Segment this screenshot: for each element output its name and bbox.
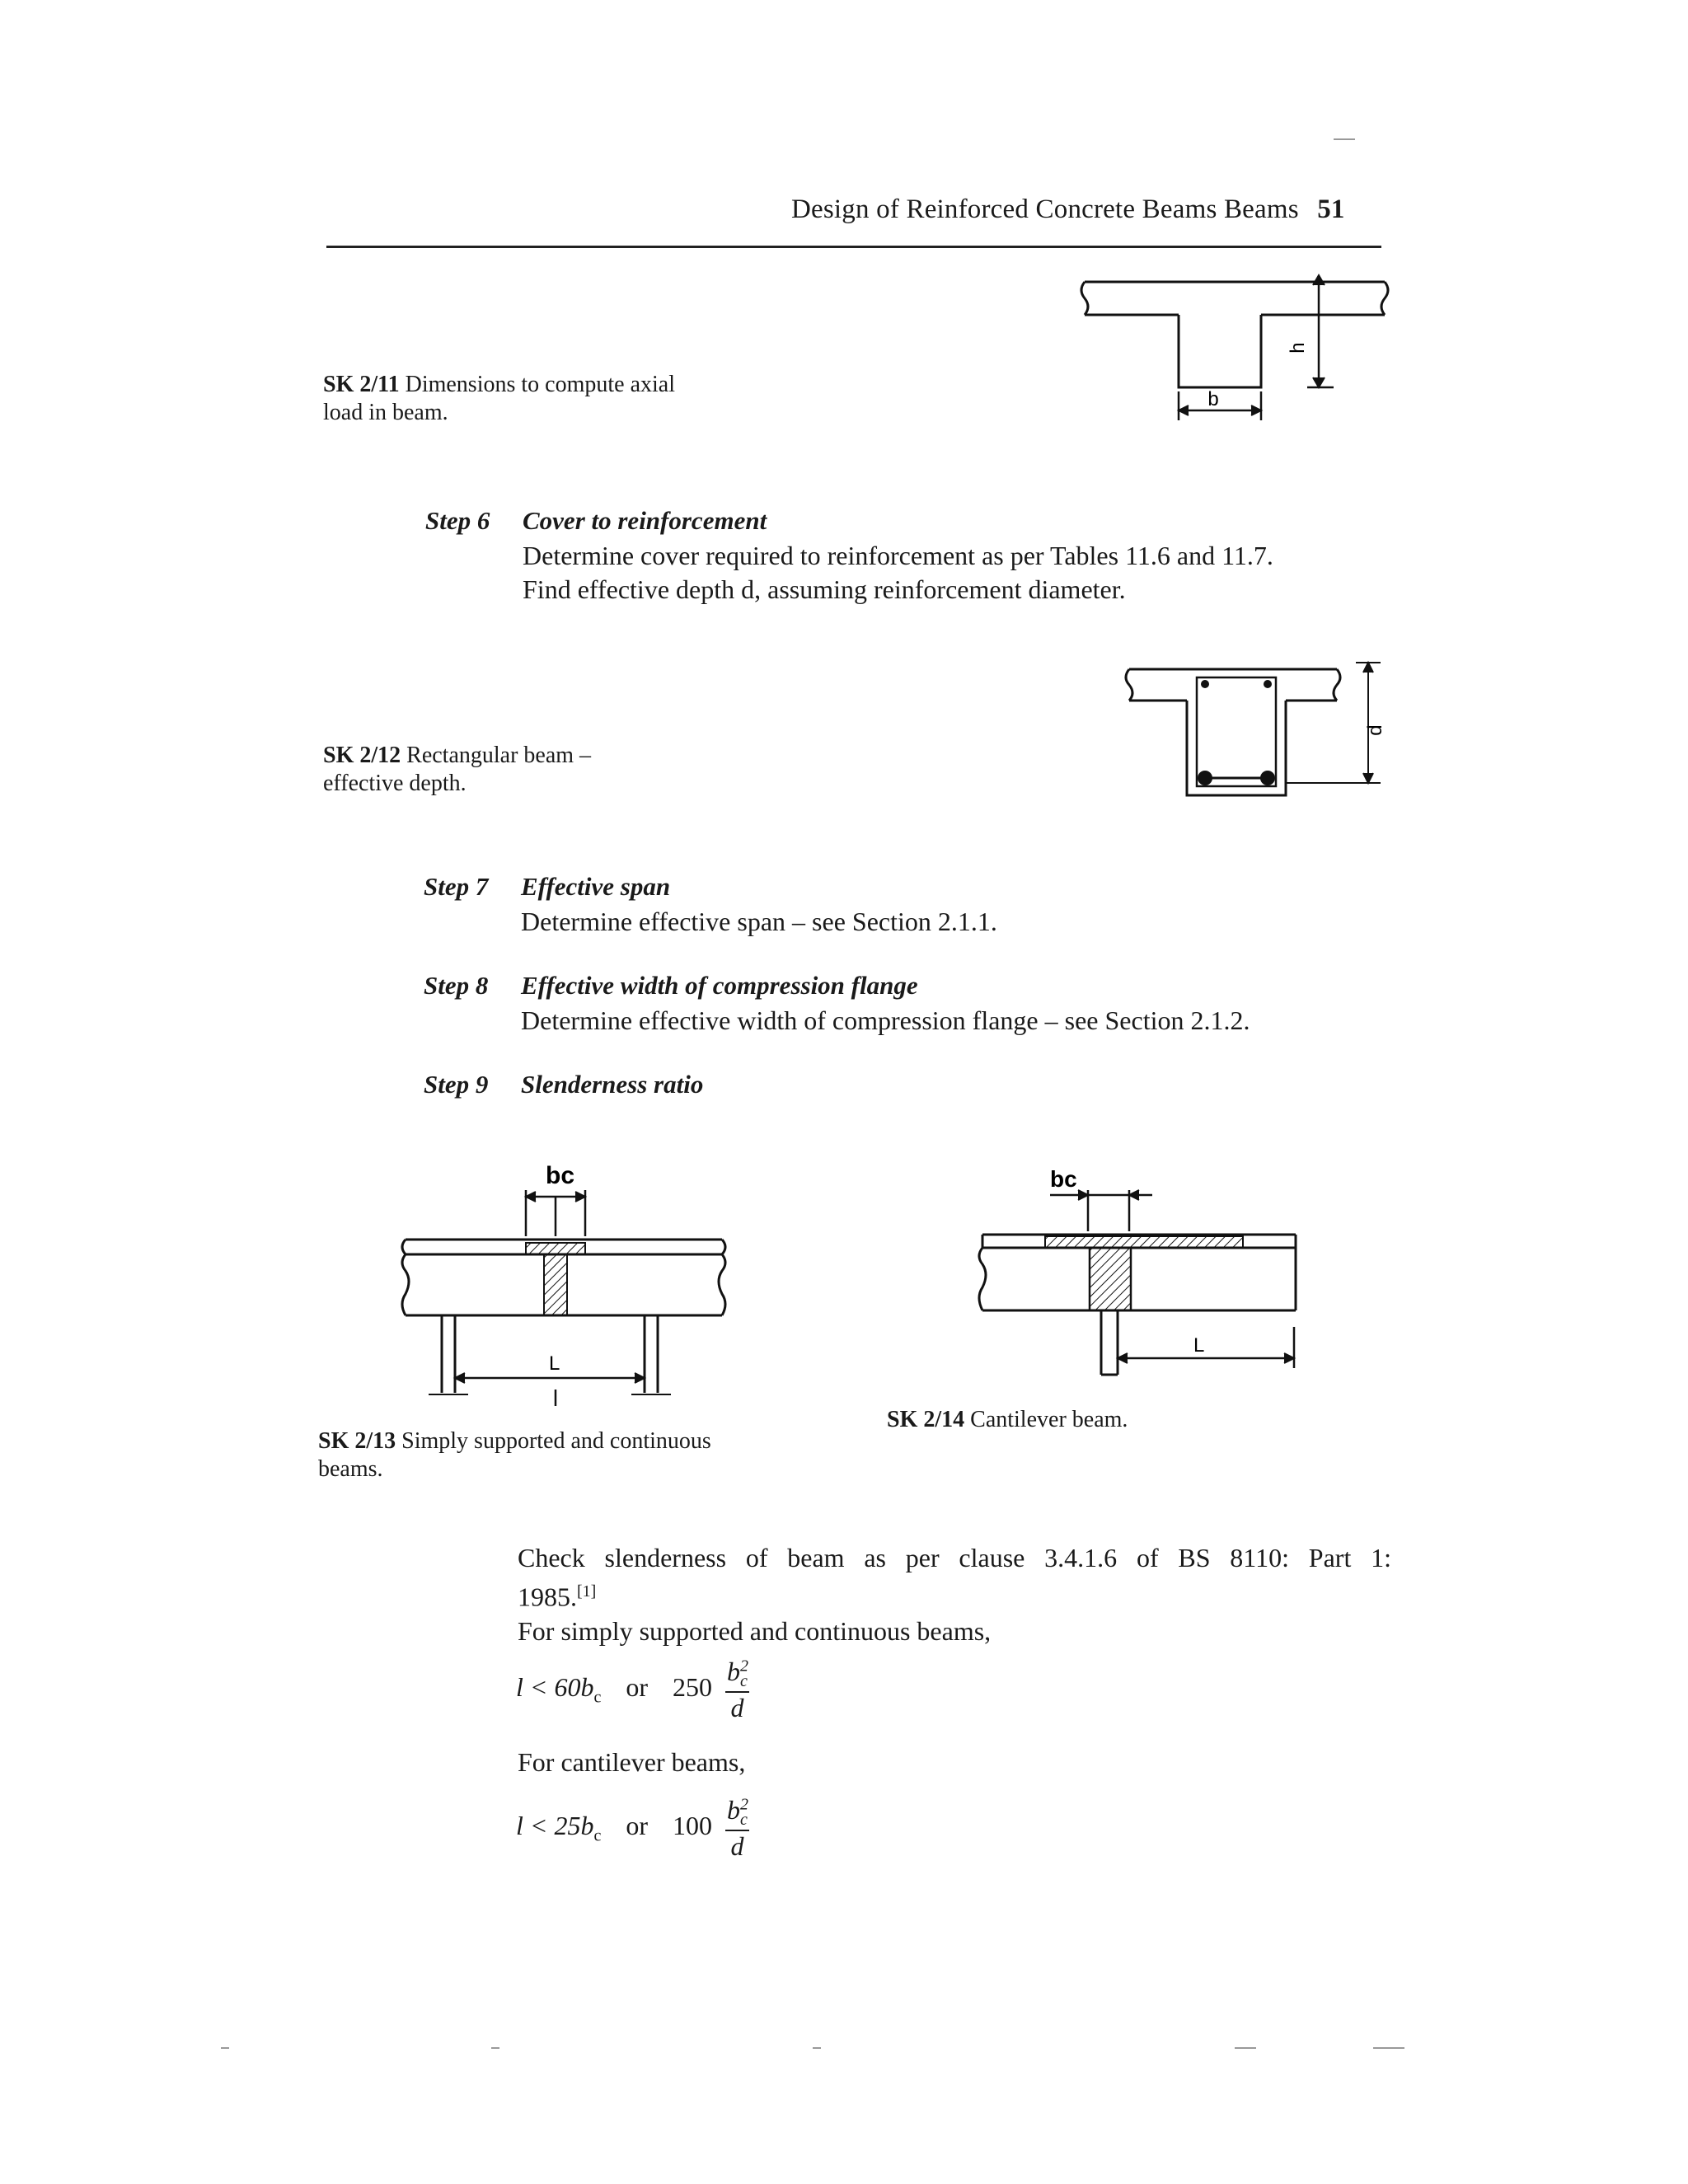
simply-supported-intro: For simply supported and continuous beams,: [518, 1615, 992, 1646]
formula-1-lhs: l < 60b: [516, 1672, 594, 1703]
figure-caption: Dimensions to compute axial load in beam.: [323, 372, 675, 425]
step-6-label: Step 6: [425, 506, 490, 535]
step-9-title: Slenderness ratio: [521, 1070, 704, 1099]
cantilever-intro: For cantilever beams,: [518, 1747, 746, 1777]
figure-sk-2-13: [396, 1154, 742, 1409]
scan-speck: [491, 2047, 499, 2049]
label-bc-text: bc: [546, 1162, 575, 1189]
scan-speck: [221, 2047, 229, 2049]
step-7-line-1: Determine effective span – see Section 2.1.1.: [521, 907, 997, 936]
formula-1-num-b: b: [727, 1657, 741, 1686]
formula-simply-supported: [516, 1657, 749, 1723]
label-l: L: [549, 1352, 560, 1375]
step-9-label: Step 9: [424, 1070, 489, 1099]
running-header: [791, 194, 1345, 225]
figure-number: SK 2/11: [323, 372, 400, 397]
formula-1-denominator: d: [730, 1693, 744, 1723]
figure-number: SK 2/13: [318, 1428, 396, 1454]
step-7-label: Step 7: [424, 872, 489, 901]
scan-speck: [1334, 138, 1355, 140]
label-d: d: [1364, 724, 1386, 736]
figure-number: SK 2/12: [323, 743, 401, 768]
step-8-line-1: Determine effective width of compression flange – see Section 2.1.2.: [521, 1005, 1250, 1035]
caption-sk-2-11: [323, 371, 686, 427]
formula-1-num-sub: c: [740, 1672, 748, 1691]
page-number: 51: [1317, 194, 1345, 224]
figure-caption: Simply supported and continuous beams.: [318, 1428, 711, 1482]
formula-2-lhs: l < 25b: [516, 1811, 594, 1841]
step-7-title: Effective span: [521, 872, 671, 901]
step-6-line-2: Find effective depth d, assuming reinforcement diameter.: [523, 574, 1126, 604]
formula-2-denominator: d: [730, 1831, 744, 1862]
formula-1-coef: 250: [673, 1672, 713, 1703]
label-b: b: [1207, 388, 1219, 410]
formula-2-num-sub: c: [740, 1811, 748, 1830]
figure-caption: Rectangular beam – effective depth.: [323, 743, 592, 796]
reference-marker: [1]: [577, 1582, 597, 1601]
formula-2-or: or: [626, 1811, 649, 1841]
label-bc: [1050, 1166, 1077, 1192]
caption-sk-2-14: [887, 1406, 1299, 1434]
label-h: h: [1287, 342, 1309, 354]
step-6-title: Cover to reinforcement: [523, 506, 767, 535]
step-6-line-1: Determine cover required to reinforcement as per Tables 11.6 and 11.7.: [523, 541, 1273, 570]
scan-speck: [1373, 2047, 1404, 2049]
formula-1-sub: c: [593, 1688, 602, 1707]
figure-sk-2-11: [1071, 272, 1401, 429]
check-line-2: [518, 1575, 1391, 1615]
caption-sk-2-12: [323, 742, 669, 798]
formula-2-sub: c: [593, 1826, 602, 1845]
running-header-title: Design of Reinforced Concrete Beams Beams: [791, 194, 1299, 224]
step-8-title: Effective width of compression flange: [521, 971, 918, 1000]
header-rule: [326, 246, 1381, 248]
formula-1-numerator: [725, 1657, 749, 1693]
label-l: L: [1193, 1334, 1205, 1357]
check-line-1: Check slenderness of beam as per clause 3.4.1.6 of BS 8110: Part 1:: [518, 1543, 1391, 1572]
figure-sk-2-14: [973, 1162, 1302, 1385]
formula-cantilever: [516, 1795, 749, 1862]
formula-2-num-b: b: [727, 1795, 741, 1825]
label-bc-text: bc: [1050, 1166, 1077, 1192]
step-8-label: Step 8: [424, 971, 489, 1000]
check-year: 1985.: [518, 1582, 577, 1612]
scan-speck: [813, 2047, 821, 2049]
formula-2-numerator: [725, 1795, 749, 1831]
slenderness-check: [518, 1541, 1391, 1648]
step-6-text: [523, 539, 1396, 607]
formula-2-sup: 2: [740, 1795, 749, 1814]
caption-sk-2-13: [318, 1427, 780, 1483]
formula-1-fraction: [725, 1657, 749, 1723]
scan-speck: [1235, 2047, 1256, 2049]
formula-1-or: or: [626, 1672, 649, 1703]
formula-2-coef: 100: [673, 1811, 713, 1841]
formula-1-sup: 2: [740, 1657, 749, 1675]
figure-caption: Cantilever beam.: [970, 1407, 1128, 1432]
formula-2-fraction: [725, 1795, 749, 1862]
figure-sk-2-12: [1121, 659, 1401, 799]
figure-number: SK 2/14: [887, 1407, 965, 1432]
label-bc: [546, 1162, 574, 1189]
